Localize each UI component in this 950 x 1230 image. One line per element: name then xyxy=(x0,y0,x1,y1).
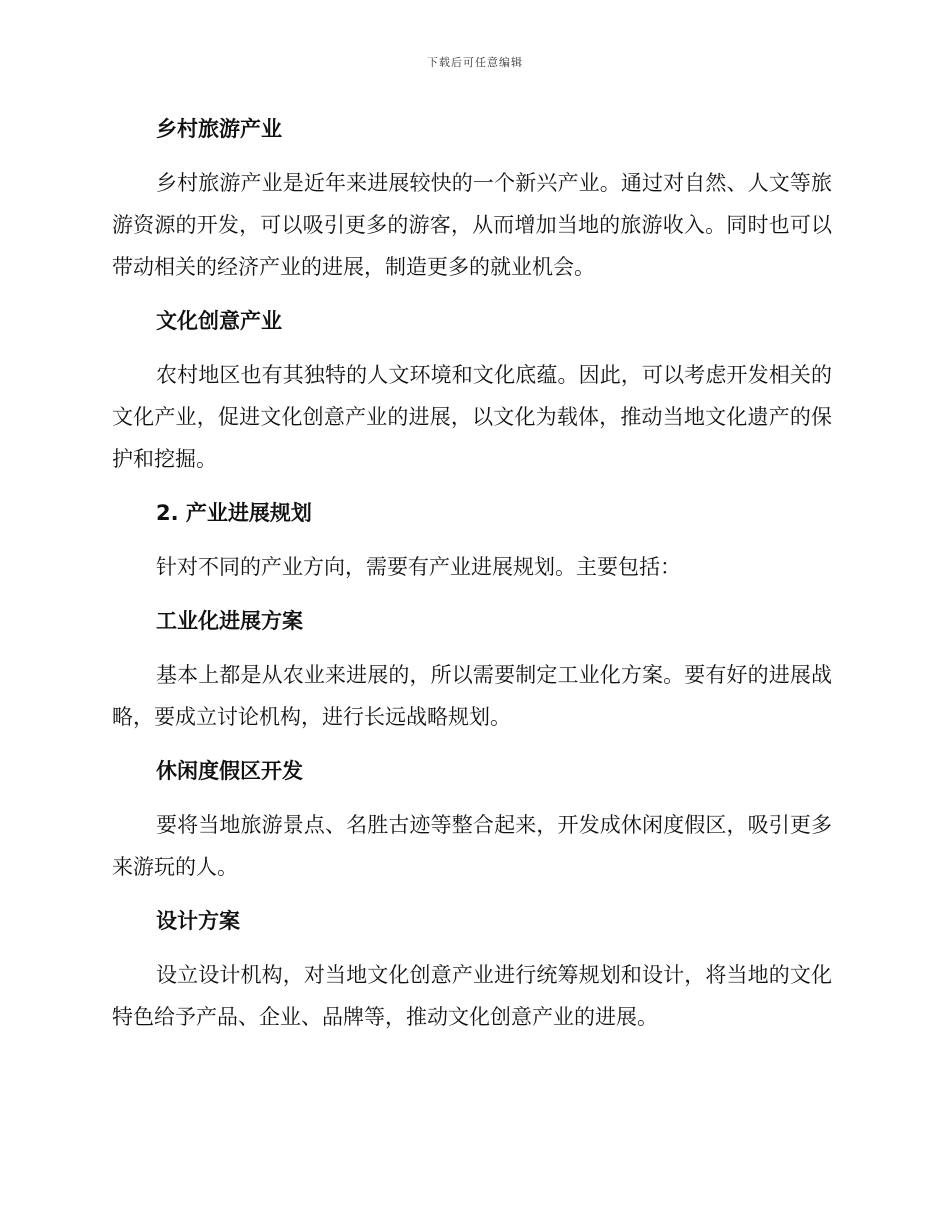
section-body-design-plan: 设立设计机构，对当地文化创意产业进行统筹规划和设计，将当地的文化特色给予产品、企业、品牌等，推动文化创意产业的进展。 xyxy=(112,963,832,1029)
page-header: 下载后可任意编辑 xyxy=(427,56,523,69)
section-body-resort-development: 要将当地旅游景点、名胜古迹等整合起来，开发成休闲度假区，吸引更多来游玩的人。 xyxy=(112,813,832,879)
document-body xyxy=(112,108,832,1038)
section-body-cultural-creative: 农村地区也有其独特的人文环境和文化底蕴。因此，可以考虑开发相关的文化产业，促进文化创意产业的进展，以文化为载体，推动当地文化遗产的保护和挖掘。 xyxy=(112,363,832,471)
section-heading-resort-development: 休闲度假区开发 xyxy=(156,759,303,783)
section-heading-rural-tourism: 乡村旅游产业 xyxy=(156,117,282,141)
section-heading-design-plan: 设计方案 xyxy=(156,909,240,933)
section-heading-industry-planning: 2. 产业进展规划 xyxy=(156,501,312,525)
section-heading-cultural-creative: 文化创意产业 xyxy=(156,309,282,333)
section-heading-industrialization: 工业化进展方案 xyxy=(156,609,303,633)
section-body-industrialization: 基本上都是从农业来进展的，所以需要制定工业化方案。要有好的进展战略，要成立讨论机构，进行长远战略规划。 xyxy=(112,663,832,729)
section-body-industry-planning: 针对不同的产业方向，需要有产业进展规划。主要包括： xyxy=(156,555,681,579)
section-body-rural-tourism: 乡村旅游产业是近年来进展较快的一个新兴产业。通过对自然、人文等旅游资源的开发，可以吸引更多的游客，从而增加当地的旅游收入。同时也可以带动相关的经济产业的进展，制造更多的就业机会。 xyxy=(112,171,832,279)
